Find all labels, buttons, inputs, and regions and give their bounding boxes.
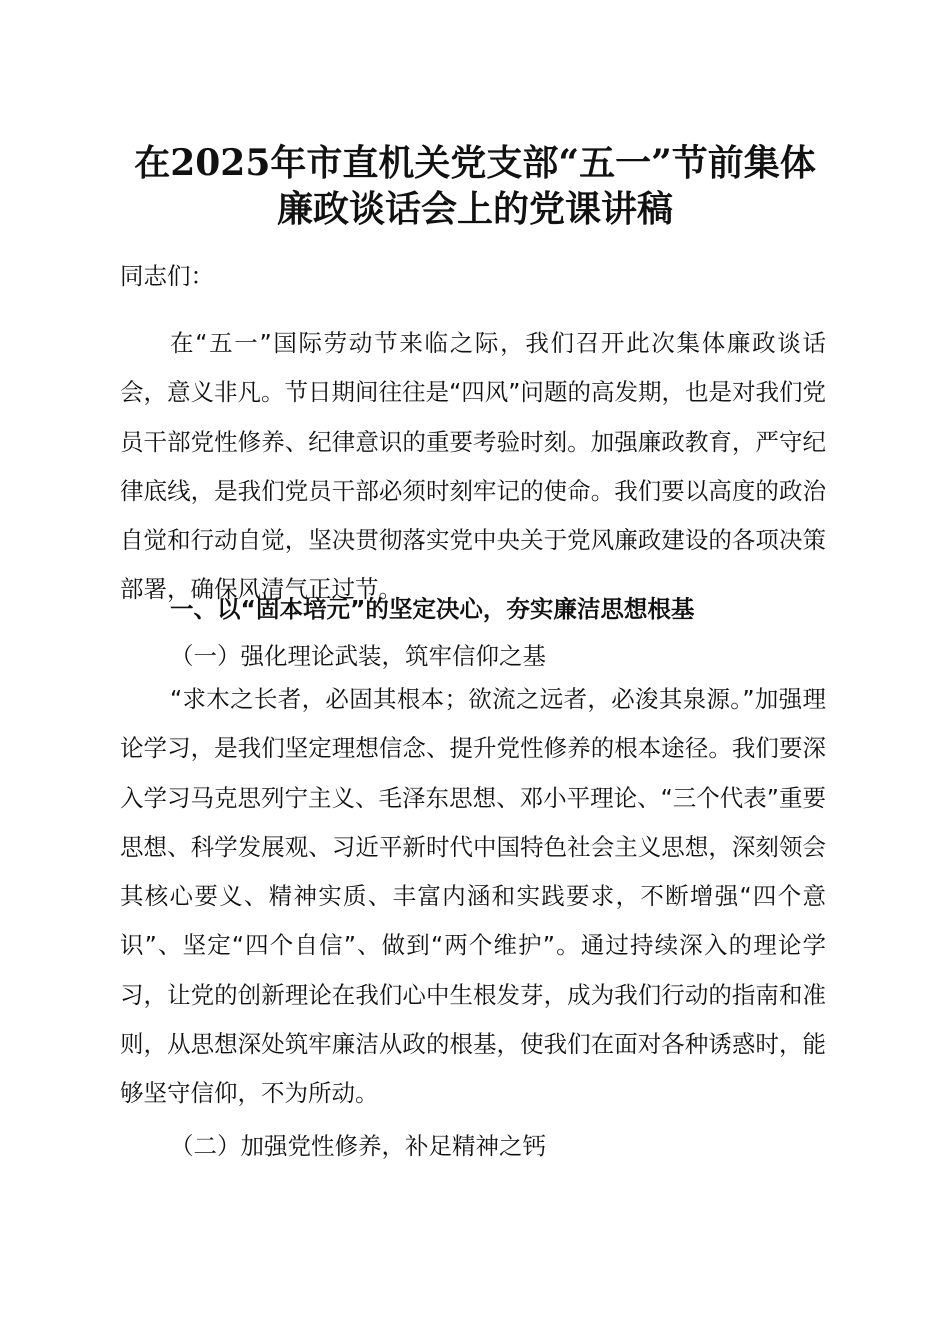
document-title-line2: 廉政谈话会上的党课讲稿 [276, 188, 673, 230]
paragraph-theory: “求木之长者，必固其根本；欲流之远者，必浚其泉源。”加强理论学习，是我们坚定理想信念、提升党性修养的根本途径。我们要深入学习马克思列宁主义、毛泽东思想、邓小平理论、“三个代表”重要思想、科学发展观、习近平新时代中国特色社会主义思想，深刻领会其核心要义、精神实质、丰富内涵和实践要求，不断增强“四个意识”、坚定“四个自信”、做到“两个维护”。通过持续深入的理论学习，让党的创新理论在我们心中生根发芽，成为我们行动的指南和准则，从思想深处筑牢廉洁从政的根基，使我们在面对各种诱惑时，能够坚守信仰，不为所动。 [120, 685, 826, 1108]
subsection-heading-1: （一）强化理论武装，筑牢信仰之基 [170, 642, 546, 670]
salutation: 同志们： [120, 262, 214, 290]
paragraph-intro: 在“五一”国际劳动节来临之际，我们召开此次集体廉政谈话会，意义非凡。节日期间往往是“四风”问题的高发期，也是对我们党员干部党性修养、纪律意识的重要考验时刻。加强廉政教育，严守纪律底线，是我们党员干部必须时刻牢记的使命。我们要以高度的政治自觉和行动自觉，坚决贯彻落实党中央关于党风廉政建设的各项决策部署，确保风清气正过节。 [120, 329, 826, 604]
section-heading-1: 一、以“固本培元”的坚定决心，夯实廉洁思想根基 [170, 595, 695, 623]
document-title-line1: 在2025年市直机关党支部“五一”节前集体 [134, 142, 816, 184]
subsection-heading-2: （二）加强党性修养，补足精神之钙 [170, 1132, 546, 1160]
